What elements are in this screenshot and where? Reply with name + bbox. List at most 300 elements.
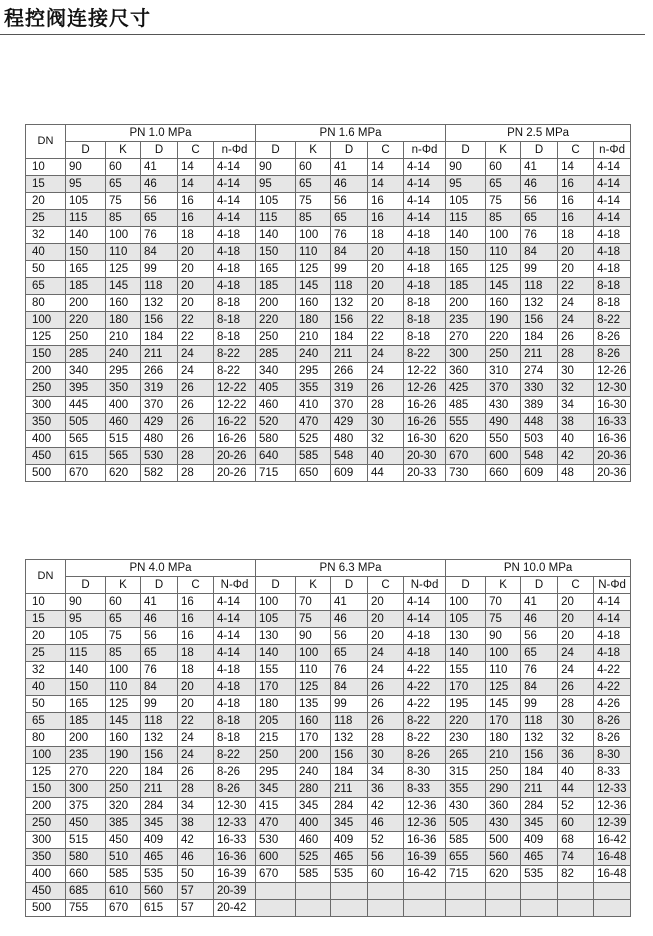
table-cell: 16 xyxy=(558,193,594,210)
table-cell: 24 xyxy=(178,363,214,380)
dn-cell: 32 xyxy=(26,662,66,679)
table-cell: 530 xyxy=(141,448,178,465)
empty-cell xyxy=(486,900,521,917)
table-cell: 75 xyxy=(106,193,141,210)
table-cell: 345 xyxy=(521,815,558,832)
table-cell: 65 xyxy=(486,176,521,193)
table-cell: 90 xyxy=(446,159,486,176)
table-cell: 22 xyxy=(178,713,214,730)
table-cell: 200 xyxy=(66,295,106,312)
pressure-group-header: PN 2.5 MPa xyxy=(446,125,631,142)
table-cell: 140 xyxy=(256,645,296,662)
table-cell: 8-33 xyxy=(594,764,631,781)
table-cell: 350 xyxy=(106,380,141,397)
table-cell: 105 xyxy=(66,628,106,645)
column-header: N-Φd xyxy=(214,577,256,594)
table-cell: 76 xyxy=(521,662,558,679)
table-cell: 160 xyxy=(296,713,331,730)
table-cell: 4-26 xyxy=(594,696,631,713)
column-header: C xyxy=(178,577,214,594)
table-cell: 46 xyxy=(331,176,368,193)
table-cell: 24 xyxy=(558,662,594,679)
table-cell: 389 xyxy=(521,397,558,414)
dn-cell: 40 xyxy=(26,244,66,261)
table-cell: 4-14 xyxy=(214,594,256,611)
table-cell: 32 xyxy=(368,431,404,448)
table-cell: 115 xyxy=(66,210,106,227)
table-cell: 12-26 xyxy=(594,363,631,380)
table-row xyxy=(26,312,631,329)
table-row xyxy=(26,193,631,210)
table-cell: 18 xyxy=(558,227,594,244)
table-cell: 360 xyxy=(446,363,486,380)
table-cell: 211 xyxy=(141,346,178,363)
table-cell: 180 xyxy=(296,312,331,329)
table-row xyxy=(26,832,631,849)
table-cell: 41 xyxy=(331,159,368,176)
table-cell: 565 xyxy=(106,448,141,465)
table-cell: 180 xyxy=(106,312,141,329)
table-cell: 4-14 xyxy=(594,193,631,210)
table-cell: 640 xyxy=(256,448,296,465)
table-cell: 30 xyxy=(368,747,404,764)
table-cell: 200 xyxy=(296,747,331,764)
table-cell: 46 xyxy=(141,611,178,628)
table-cell: 210 xyxy=(296,329,331,346)
dn-cell: 50 xyxy=(26,696,66,713)
table-cell: 99 xyxy=(141,696,178,713)
table-cell: 46 xyxy=(368,815,404,832)
table-cell: 160 xyxy=(106,730,141,747)
table-cell: 200 xyxy=(66,730,106,747)
table-cell: 100 xyxy=(486,645,521,662)
dn-cell: 100 xyxy=(26,747,66,764)
table-cell: 220 xyxy=(446,713,486,730)
table-cell: 26 xyxy=(368,713,404,730)
table-cell: 56 xyxy=(368,849,404,866)
table-cell: 12-30 xyxy=(594,380,631,397)
table-cell: 12-30 xyxy=(214,798,256,815)
table-cell: 4-14 xyxy=(214,611,256,628)
table-cell: 132 xyxy=(141,730,178,747)
column-header-row xyxy=(26,142,631,159)
table-cell: 429 xyxy=(331,414,368,431)
table-cell: 28 xyxy=(558,696,594,713)
table-cell: 26 xyxy=(558,679,594,696)
table-cell: 615 xyxy=(66,448,106,465)
table-cell: 41 xyxy=(521,159,558,176)
table-cell: 4-18 xyxy=(404,261,446,278)
dn-cell: 200 xyxy=(26,798,66,815)
table-cell: 220 xyxy=(106,764,141,781)
table-cell: 84 xyxy=(141,679,178,696)
table-row xyxy=(26,696,631,713)
table-cell: 65 xyxy=(141,210,178,227)
table-cell: 24 xyxy=(178,346,214,363)
table-cell: 370 xyxy=(141,397,178,414)
table-row xyxy=(26,611,631,628)
table-cell: 28 xyxy=(368,397,404,414)
table-cell: 620 xyxy=(486,866,521,883)
table-row xyxy=(26,329,631,346)
table-cell: 156 xyxy=(521,312,558,329)
table-cell: 30 xyxy=(368,414,404,431)
table-cell: 220 xyxy=(256,312,296,329)
table-cell: 715 xyxy=(256,465,296,482)
dn-cell: 10 xyxy=(26,594,66,611)
table-row xyxy=(26,713,631,730)
table-cell: 41 xyxy=(521,594,558,611)
column-header: K xyxy=(296,577,331,594)
table-cell: 105 xyxy=(256,193,296,210)
dn-cell: 400 xyxy=(26,866,66,883)
table-cell: 20 xyxy=(558,594,594,611)
table-cell: 14 xyxy=(558,159,594,176)
table-cell: 140 xyxy=(446,227,486,244)
table-cell: 535 xyxy=(141,866,178,883)
dn-cell: 400 xyxy=(26,431,66,448)
dn-cell: 25 xyxy=(26,645,66,662)
table-cell: 90 xyxy=(66,159,106,176)
table-cell: 4-14 xyxy=(404,594,446,611)
table-cell: 4-14 xyxy=(214,645,256,662)
table-cell: 609 xyxy=(521,465,558,482)
table-cell: 4-14 xyxy=(594,594,631,611)
table-cell: 38 xyxy=(178,815,214,832)
table-cell: 44 xyxy=(368,465,404,482)
table-cell: 65 xyxy=(521,645,558,662)
dn-cell: 20 xyxy=(26,193,66,210)
table-cell: 240 xyxy=(106,346,141,363)
table-row xyxy=(26,210,631,227)
table-cell: 75 xyxy=(296,193,331,210)
table-row xyxy=(26,414,631,431)
table-cell: 8-18 xyxy=(404,295,446,312)
table-cell: 220 xyxy=(66,312,106,329)
table-cell: 16-22 xyxy=(214,414,256,431)
table-cell: 26 xyxy=(368,696,404,713)
column-header: n-Φd xyxy=(214,142,256,159)
table-cell: 42 xyxy=(558,448,594,465)
table-cell: 18 xyxy=(368,227,404,244)
table-cell: 52 xyxy=(368,832,404,849)
table-cell: 284 xyxy=(331,798,368,815)
table-cell: 99 xyxy=(521,261,558,278)
table-cell: 20 xyxy=(368,628,404,645)
table-cell: 118 xyxy=(331,278,368,295)
table-row xyxy=(26,261,631,278)
table-cell: 115 xyxy=(256,210,296,227)
table-cell: 8-26 xyxy=(214,764,256,781)
table-cell: 105 xyxy=(446,193,486,210)
table-cell: 4-14 xyxy=(594,176,631,193)
table-cell: 20-39 xyxy=(214,883,256,900)
table-cell: 12-33 xyxy=(214,815,256,832)
table-cell: 41 xyxy=(331,594,368,611)
table-cell: 76 xyxy=(141,227,178,244)
table-cell: 4-14 xyxy=(214,210,256,227)
table-cell: 76 xyxy=(331,662,368,679)
table-cell: 100 xyxy=(106,227,141,244)
table-cell: 670 xyxy=(106,900,141,917)
table-cell: 118 xyxy=(141,278,178,295)
table-cell: 211 xyxy=(521,781,558,798)
dn-cell: 150 xyxy=(26,781,66,798)
column-header: C xyxy=(368,142,404,159)
table-cell: 41 xyxy=(141,159,178,176)
table-cell: 16-26 xyxy=(214,431,256,448)
table-cell: 22 xyxy=(178,312,214,329)
table-cell: 685 xyxy=(66,883,106,900)
table-cell: 16-30 xyxy=(594,397,631,414)
table-cell: 8-26 xyxy=(594,346,631,363)
table-cell: 165 xyxy=(66,696,106,713)
column-header: n-Φd xyxy=(404,142,446,159)
table-cell: 8-18 xyxy=(214,329,256,346)
dn-cell: 125 xyxy=(26,764,66,781)
table-cell: 250 xyxy=(106,781,141,798)
table-cell: 65 xyxy=(106,176,141,193)
page-title: 程控阀连接尺寸 xyxy=(4,6,151,30)
table-cell: 115 xyxy=(446,210,486,227)
table-cell: 284 xyxy=(141,798,178,815)
table-cell: 50 xyxy=(178,866,214,883)
table-cell: 140 xyxy=(446,645,486,662)
table-cell: 165 xyxy=(66,261,106,278)
table-cell: 180 xyxy=(256,696,296,713)
table-cell: 8-18 xyxy=(214,312,256,329)
table-cell: 170 xyxy=(296,730,331,747)
table-cell: 12-22 xyxy=(214,397,256,414)
table-cell: 211 xyxy=(521,346,558,363)
table-cell: 20 xyxy=(178,244,214,261)
table-cell: 56 xyxy=(331,193,368,210)
table-cell: 20 xyxy=(178,696,214,713)
table-cell: 200 xyxy=(256,295,296,312)
table-cell: 125 xyxy=(106,261,141,278)
table-cell: 295 xyxy=(296,363,331,380)
table-cell: 400 xyxy=(296,815,331,832)
table-cell: 4-22 xyxy=(594,662,631,679)
table-cell: 20 xyxy=(368,295,404,312)
table-cell: 184 xyxy=(521,764,558,781)
table-cell: 450 xyxy=(106,832,141,849)
dn-cell: 200 xyxy=(26,363,66,380)
table-cell: 46 xyxy=(331,611,368,628)
table-cell: 266 xyxy=(141,363,178,380)
table-cell: 185 xyxy=(446,278,486,295)
table-cell: 425 xyxy=(446,380,486,397)
table-cell: 132 xyxy=(141,295,178,312)
table-cell: 20 xyxy=(558,628,594,645)
table-row xyxy=(26,346,631,363)
table-cell: 16-33 xyxy=(594,414,631,431)
table-cell: 565 xyxy=(66,431,106,448)
table-cell: 505 xyxy=(66,414,106,431)
table-cell: 8-26 xyxy=(214,781,256,798)
table-cell: 105 xyxy=(446,611,486,628)
table-cell: 16-48 xyxy=(594,849,631,866)
table-cell: 600 xyxy=(486,448,521,465)
table-cell: 8-18 xyxy=(404,329,446,346)
table-cell: 345 xyxy=(256,781,296,798)
table-cell: 12-22 xyxy=(214,380,256,397)
table-cell: 24 xyxy=(368,346,404,363)
table-cell: 16 xyxy=(178,594,214,611)
dn-cell: 300 xyxy=(26,832,66,849)
pressure-group-header: PN 1.0 MPa xyxy=(66,125,256,142)
table-cell: 465 xyxy=(141,849,178,866)
table-cell: 250 xyxy=(486,764,521,781)
table-cell: 84 xyxy=(521,244,558,261)
table-cell: 4-22 xyxy=(404,679,446,696)
table-cell: 600 xyxy=(256,849,296,866)
column-header: K xyxy=(486,142,521,159)
table-cell: 8-22 xyxy=(404,713,446,730)
table-cell: 20 xyxy=(558,611,594,628)
table-cell: 345 xyxy=(331,815,368,832)
table-cell: 4-18 xyxy=(214,679,256,696)
table-cell: 12-36 xyxy=(594,798,631,815)
column-header: D xyxy=(521,142,558,159)
table-row xyxy=(26,397,631,414)
table-cell: 355 xyxy=(446,781,486,798)
table-cell: 8-33 xyxy=(404,781,446,798)
table-cell: 345 xyxy=(141,815,178,832)
table-cell: 20 xyxy=(558,261,594,278)
table-cell: 16-42 xyxy=(404,866,446,883)
column-header: C xyxy=(558,577,594,594)
table-cell: 20-42 xyxy=(214,900,256,917)
table-cell: 8-18 xyxy=(404,312,446,329)
table-cell: 60 xyxy=(106,159,141,176)
table-cell: 82 xyxy=(558,866,594,883)
table-cell: 26 xyxy=(178,431,214,448)
table-cell: 20 xyxy=(178,278,214,295)
table-cell: 285 xyxy=(256,346,296,363)
table-cell: 525 xyxy=(296,431,331,448)
table-row xyxy=(26,628,631,645)
table-cell: 20 xyxy=(368,594,404,611)
table-cell: 185 xyxy=(66,278,106,295)
table-cell: 125 xyxy=(296,261,331,278)
table-cell: 75 xyxy=(486,193,521,210)
table-cell: 548 xyxy=(521,448,558,465)
table-cell: 4-14 xyxy=(594,210,631,227)
table-cell: 265 xyxy=(446,747,486,764)
table-cell: 150 xyxy=(446,244,486,261)
table-cell: 535 xyxy=(331,866,368,883)
table-cell: 409 xyxy=(521,832,558,849)
table-cell: 4-14 xyxy=(404,210,446,227)
table-cell: 24 xyxy=(178,747,214,764)
table-cell: 145 xyxy=(486,696,521,713)
table-cell: 16 xyxy=(558,210,594,227)
table-cell: 180 xyxy=(486,730,521,747)
table-cell: 56 xyxy=(141,628,178,645)
column-header: D xyxy=(256,142,296,159)
table-cell: 20 xyxy=(558,244,594,261)
table-cell: 615 xyxy=(141,900,178,917)
table-cell: 230 xyxy=(446,730,486,747)
table-cell: 4-18 xyxy=(214,261,256,278)
table-cell: 585 xyxy=(296,866,331,883)
table-cell: 670 xyxy=(446,448,486,465)
table-cell: 100 xyxy=(446,594,486,611)
table-cell: 205 xyxy=(256,713,296,730)
table-row xyxy=(26,866,631,883)
table-cell: 56 xyxy=(331,628,368,645)
table-cell: 415 xyxy=(256,798,296,815)
table-cell: 525 xyxy=(296,849,331,866)
table-cell: 26 xyxy=(178,397,214,414)
table-cell: 34 xyxy=(558,397,594,414)
table-cell: 110 xyxy=(486,244,521,261)
table-cell: 485 xyxy=(446,397,486,414)
table-cell: 12-26 xyxy=(404,380,446,397)
table-cell: 16-26 xyxy=(404,414,446,431)
table-cell: 24 xyxy=(558,312,594,329)
table-row xyxy=(26,764,631,781)
table-cell: 520 xyxy=(256,414,296,431)
table-cell: 75 xyxy=(486,611,521,628)
empty-cell xyxy=(256,900,296,917)
table-cell: 184 xyxy=(141,764,178,781)
column-header: D xyxy=(521,577,558,594)
table-cell: 42 xyxy=(178,832,214,849)
table-cell: 660 xyxy=(66,866,106,883)
empty-cell xyxy=(486,883,521,900)
table-cell: 46 xyxy=(141,176,178,193)
table-cell: 46 xyxy=(521,176,558,193)
empty-cell xyxy=(558,883,594,900)
table-cell: 24 xyxy=(368,363,404,380)
dn-cell: 450 xyxy=(26,448,66,465)
table-cell: 409 xyxy=(331,832,368,849)
table-cell: 75 xyxy=(296,611,331,628)
table-cell: 8-18 xyxy=(594,278,631,295)
empty-cell xyxy=(331,883,368,900)
table-cell: 30 xyxy=(558,363,594,380)
table-cell: 210 xyxy=(486,747,521,764)
table-cell: 20 xyxy=(368,244,404,261)
table-cell: 156 xyxy=(141,747,178,764)
table-cell: 345 xyxy=(296,798,331,815)
table-cell: 150 xyxy=(66,679,106,696)
table-cell: 118 xyxy=(521,278,558,295)
table-cell: 46 xyxy=(521,611,558,628)
table-cell: 8-22 xyxy=(214,346,256,363)
table-row xyxy=(26,747,631,764)
table-cell: 450 xyxy=(66,815,106,832)
table-cell: 26 xyxy=(178,414,214,431)
table-cell: 290 xyxy=(486,781,521,798)
dn-cell: 350 xyxy=(26,414,66,431)
table-cell: 156 xyxy=(331,312,368,329)
table-cell: 105 xyxy=(256,611,296,628)
table-cell: 100 xyxy=(296,227,331,244)
table-cell: 4-18 xyxy=(214,278,256,295)
table-cell: 295 xyxy=(106,363,141,380)
table-cell: 490 xyxy=(486,414,521,431)
dn-cell: 350 xyxy=(26,849,66,866)
dn-cell: 65 xyxy=(26,278,66,295)
table-cell: 56 xyxy=(141,193,178,210)
table-cell: 26 xyxy=(178,764,214,781)
table-cell: 95 xyxy=(446,176,486,193)
table-cell: 24 xyxy=(558,645,594,662)
column-header: C xyxy=(368,577,404,594)
